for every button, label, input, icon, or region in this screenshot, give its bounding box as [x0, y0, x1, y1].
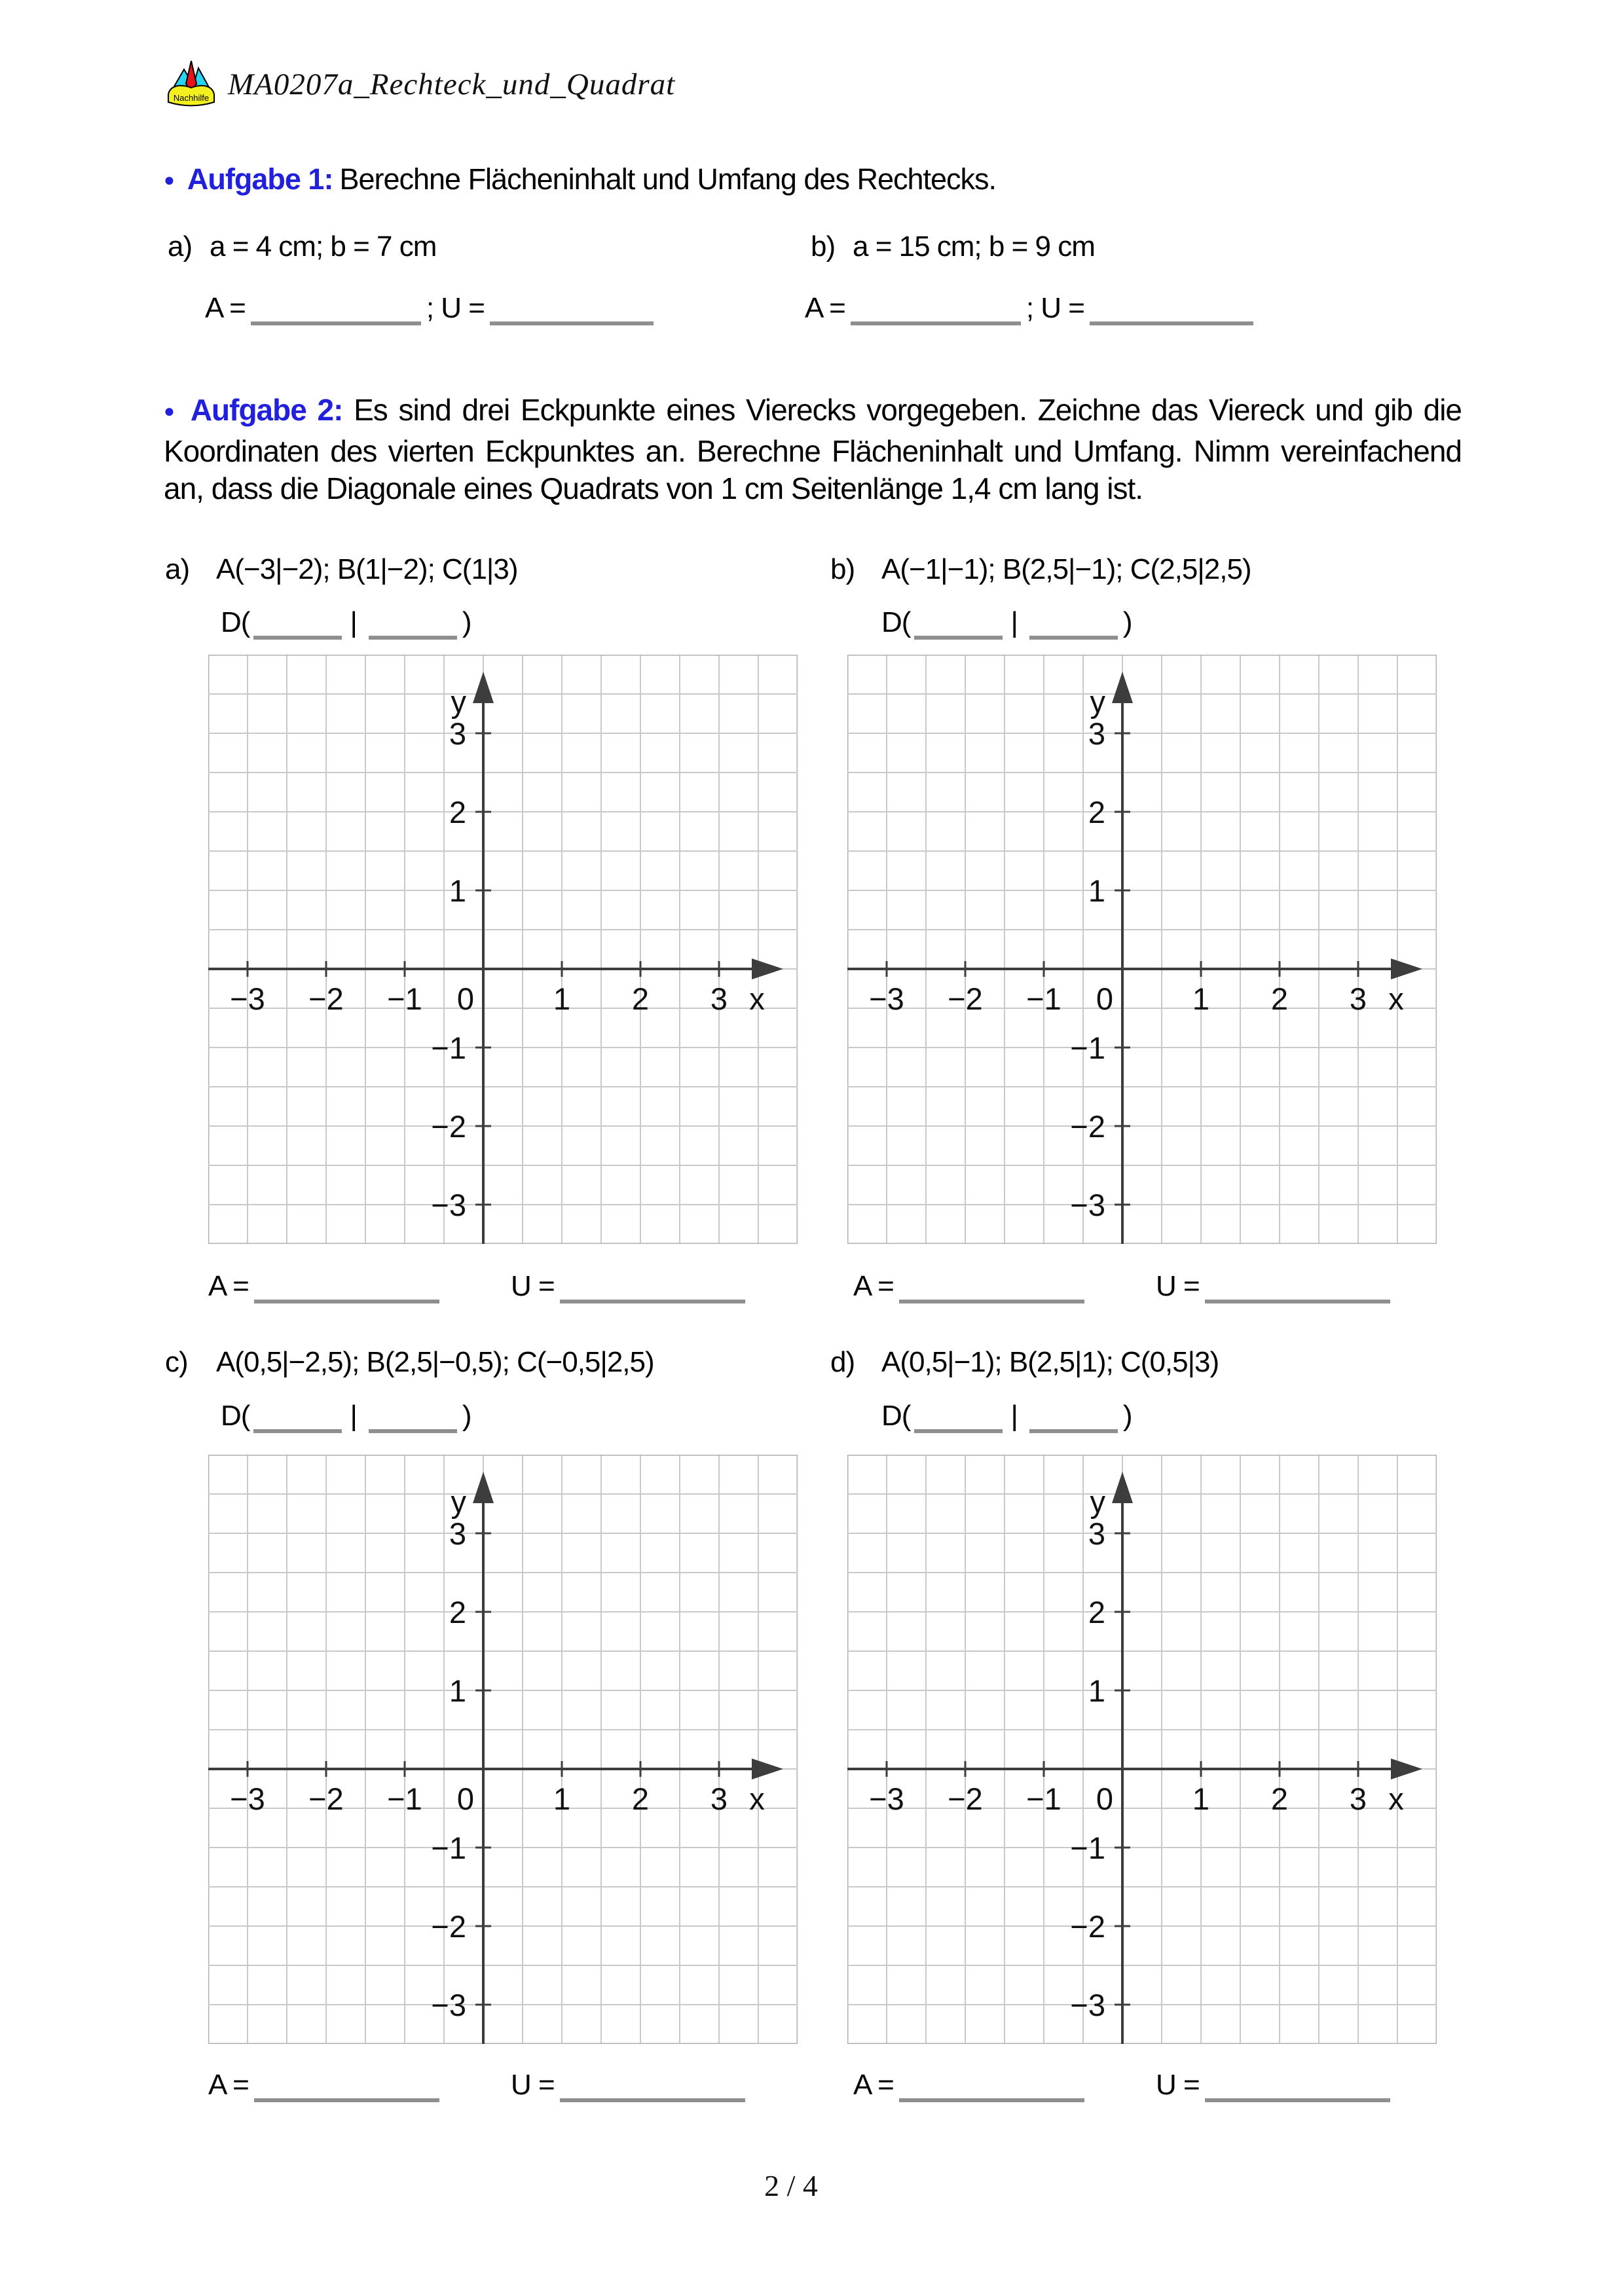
svg-text:1: 1 [1088, 1673, 1105, 1708]
svg-text:−3: −3 [1070, 1988, 1105, 2022]
perimeter-label: U = [1156, 1270, 1200, 1302]
d-suffix: ) [1122, 1400, 1132, 1432]
task1-heading [164, 162, 996, 196]
perimeter-blank [1090, 302, 1253, 325]
svg-text:−1: −1 [1070, 1030, 1105, 1065]
d-point-row-a [221, 606, 471, 639]
d-separator: | [350, 606, 357, 638]
svg-text:2: 2 [631, 1781, 650, 1816]
svg-text:1: 1 [1088, 873, 1105, 908]
task1-instruction: Berechne Flächeninhalt und Umfang des Rechtecks. [339, 162, 997, 196]
svg-text:−1: −1 [387, 981, 422, 1016]
svg-text:−1: −1 [431, 1030, 466, 1065]
grid-c-perimeter-answer [511, 2069, 745, 2102]
d-suffix: ) [462, 1400, 471, 1432]
perimeter-blank [1205, 1280, 1390, 1303]
svg-text:2: 2 [449, 1595, 466, 1630]
task1-label: Aufgabe 1: [187, 162, 333, 196]
svg-text:2: 2 [631, 981, 650, 1016]
grid-b-area-answer [853, 1270, 1084, 1303]
svg-text:−3: −3 [1070, 1188, 1105, 1222]
points-text: A(0,5|−2,5); B(2,5|−0,5); C(−0,5|2,5) [216, 1346, 654, 1378]
sep-u-label: ; U = [426, 292, 485, 324]
item-key: b) [811, 230, 836, 263]
points-text: A(−1|−1); B(2,5|−1); C(2,5|2,5) [881, 553, 1251, 585]
grid-d-area-answer [853, 2069, 1084, 2102]
d-y-blank [1029, 616, 1118, 640]
svg-text:2: 2 [1270, 1781, 1289, 1816]
svg-text:1: 1 [449, 1673, 466, 1708]
svg-text:3: 3 [449, 1516, 466, 1551]
svg-text:−2: −2 [308, 981, 344, 1016]
points-text: A(−3|−2); B(1|−2); C(1|3) [216, 553, 518, 585]
d-x-blank [914, 1410, 1003, 1433]
svg-text:1: 1 [553, 1781, 571, 1816]
perimeter-blank [560, 1280, 745, 1303]
svg-text:0: 0 [1096, 1781, 1113, 1816]
area-blank [254, 1280, 439, 1303]
subtask-b-points [830, 553, 1251, 586]
svg-text:3: 3 [710, 1781, 728, 1816]
d-x-blank [914, 616, 1003, 640]
perimeter-blank [1205, 2079, 1390, 2102]
svg-text:−3: −3 [230, 1781, 265, 1816]
task1-answer-b [805, 292, 1253, 325]
area-label: A = [205, 292, 246, 324]
item-text: a = 4 cm; b = 7 cm [210, 230, 437, 263]
svg-text:1: 1 [553, 981, 571, 1016]
svg-text:−3: −3 [230, 981, 265, 1016]
svg-text:−2: −2 [1070, 1109, 1105, 1144]
bullet-icon: ● [164, 401, 177, 421]
svg-text:−2: −2 [948, 1781, 983, 1816]
svg-text:x: x [749, 1781, 765, 1816]
d-x-blank [253, 616, 342, 640]
logo-text: Nachhilfe [173, 93, 210, 103]
area-blank [899, 1280, 1084, 1303]
task2-paragraph [164, 392, 1462, 507]
svg-text:y: y [1090, 684, 1105, 719]
svg-text:3: 3 [1349, 981, 1367, 1016]
svg-text:−1: −1 [1026, 1781, 1061, 1816]
task1-answer-a [205, 292, 654, 325]
perimeter-label: U = [1156, 2069, 1200, 2101]
svg-text:−2: −2 [431, 1109, 466, 1144]
d-x-blank [253, 1410, 342, 1433]
d-y-blank [369, 1410, 457, 1433]
svg-text:y: y [451, 684, 466, 719]
coordinate-grid-b [847, 655, 1437, 1244]
subtask-d-points [830, 1346, 1219, 1379]
svg-text:3: 3 [1088, 1516, 1105, 1551]
grid-a-perimeter-answer [511, 1270, 745, 1303]
svg-text:−1: −1 [1070, 1831, 1105, 1865]
task1-item-b [811, 230, 1095, 263]
points-text: A(0,5|−1); B(2,5|1); C(0,5|3) [881, 1346, 1219, 1378]
grid-b-perimeter-answer [1156, 1270, 1390, 1303]
perimeter-blank [490, 302, 654, 325]
subtask-key: a) [165, 553, 190, 585]
subtask-key: d) [830, 1346, 855, 1378]
svg-text:2: 2 [1270, 981, 1289, 1016]
subtask-c-points [165, 1346, 654, 1379]
svg-text:y: y [451, 1484, 466, 1519]
svg-text:−2: −2 [308, 1781, 344, 1816]
d-prefix: D( [221, 606, 250, 638]
svg-text:x: x [1388, 981, 1404, 1016]
subtask-key: c) [165, 1346, 188, 1378]
svg-text:1: 1 [1192, 981, 1210, 1016]
document-title: MA0207a_Rechteck_und_Quadrat [228, 67, 676, 101]
d-y-blank [369, 616, 457, 640]
page-number: 2 / 4 [764, 2169, 818, 2202]
nachhilfe-logo-icon [165, 59, 217, 110]
area-blank [851, 302, 1021, 325]
svg-text:3: 3 [1088, 716, 1105, 751]
area-blank [899, 2079, 1084, 2102]
item-text: a = 15 cm; b = 9 cm [853, 230, 1095, 263]
d-prefix: D( [221, 1400, 250, 1432]
svg-text:−3: −3 [869, 1781, 904, 1816]
d-point-row-b [881, 606, 1132, 639]
svg-text:0: 0 [1096, 981, 1113, 1016]
area-blank [251, 302, 421, 325]
perimeter-label: U = [511, 2069, 555, 2101]
svg-text:−2: −2 [1070, 1909, 1105, 1944]
svg-text:−3: −3 [431, 1988, 466, 2022]
svg-text:−2: −2 [948, 981, 983, 1016]
svg-text:0: 0 [456, 1781, 474, 1816]
subtask-key: b) [830, 553, 855, 585]
d-separator: | [1010, 606, 1018, 638]
sep-u-label: ; U = [1025, 292, 1084, 324]
area-blank [254, 2079, 439, 2102]
coordinate-grid-a [208, 655, 798, 1244]
task2-label: Aufgabe 2: [190, 393, 343, 427]
svg-text:−3: −3 [869, 981, 904, 1016]
svg-text:x: x [749, 981, 765, 1016]
area-label: A = [805, 292, 845, 324]
perimeter-blank [560, 2079, 745, 2102]
coordinate-grid-d [847, 1455, 1437, 2044]
svg-text:2: 2 [1088, 1595, 1105, 1630]
svg-text:3: 3 [449, 716, 466, 751]
task1-item-a [168, 230, 436, 263]
d-prefix: D( [881, 1400, 911, 1432]
area-label: A = [853, 1270, 894, 1302]
perimeter-label: U = [511, 1270, 555, 1302]
svg-text:y: y [1090, 1484, 1105, 1519]
svg-text:3: 3 [710, 981, 728, 1016]
svg-text:2: 2 [1088, 795, 1105, 829]
grid-c-area-answer [208, 2069, 439, 2102]
svg-text:1: 1 [1192, 1781, 1210, 1816]
d-point-row-d [881, 1400, 1132, 1432]
task2-instruction: Es sind drei Eckpunkte eines Vierecks vorgegeben. Zeichne das Viereck und gib die Koordinaten des vierten Eckpunktes an. Berechne Flächeninhalt und Umfang. Nimm vereinfachend an, dass die Diagonale eines Quadrats von 1 cm Seitenlänge 1,4 cm lang ist. [164, 393, 1462, 505]
svg-text:−1: −1 [387, 1781, 422, 1816]
svg-text:−1: −1 [1026, 981, 1061, 1016]
d-suffix: ) [462, 606, 471, 638]
d-suffix: ) [1122, 606, 1132, 638]
grid-d-perimeter-answer [1156, 2069, 1390, 2102]
d-point-row-c [221, 1400, 471, 1432]
d-y-blank [1029, 1410, 1118, 1433]
area-label: A = [208, 2069, 249, 2101]
subtask-a-points [165, 553, 517, 586]
svg-text:0: 0 [456, 981, 474, 1016]
d-separator: | [1010, 1400, 1018, 1432]
area-label: A = [853, 2069, 894, 2101]
svg-text:−3: −3 [431, 1188, 466, 1222]
svg-text:1: 1 [449, 873, 466, 908]
item-key: a) [168, 230, 193, 263]
svg-text:3: 3 [1349, 1781, 1367, 1816]
d-prefix: D( [881, 606, 911, 638]
area-label: A = [208, 1270, 249, 1302]
bullet-icon: ● [164, 170, 174, 190]
coordinate-grid-c [208, 1455, 798, 2044]
svg-text:−2: −2 [431, 1909, 466, 1944]
svg-text:−1: −1 [431, 1831, 466, 1865]
svg-text:x: x [1388, 1781, 1404, 1816]
svg-text:2: 2 [449, 795, 466, 829]
grid-a-area-answer [208, 1270, 439, 1303]
d-separator: | [350, 1400, 357, 1432]
